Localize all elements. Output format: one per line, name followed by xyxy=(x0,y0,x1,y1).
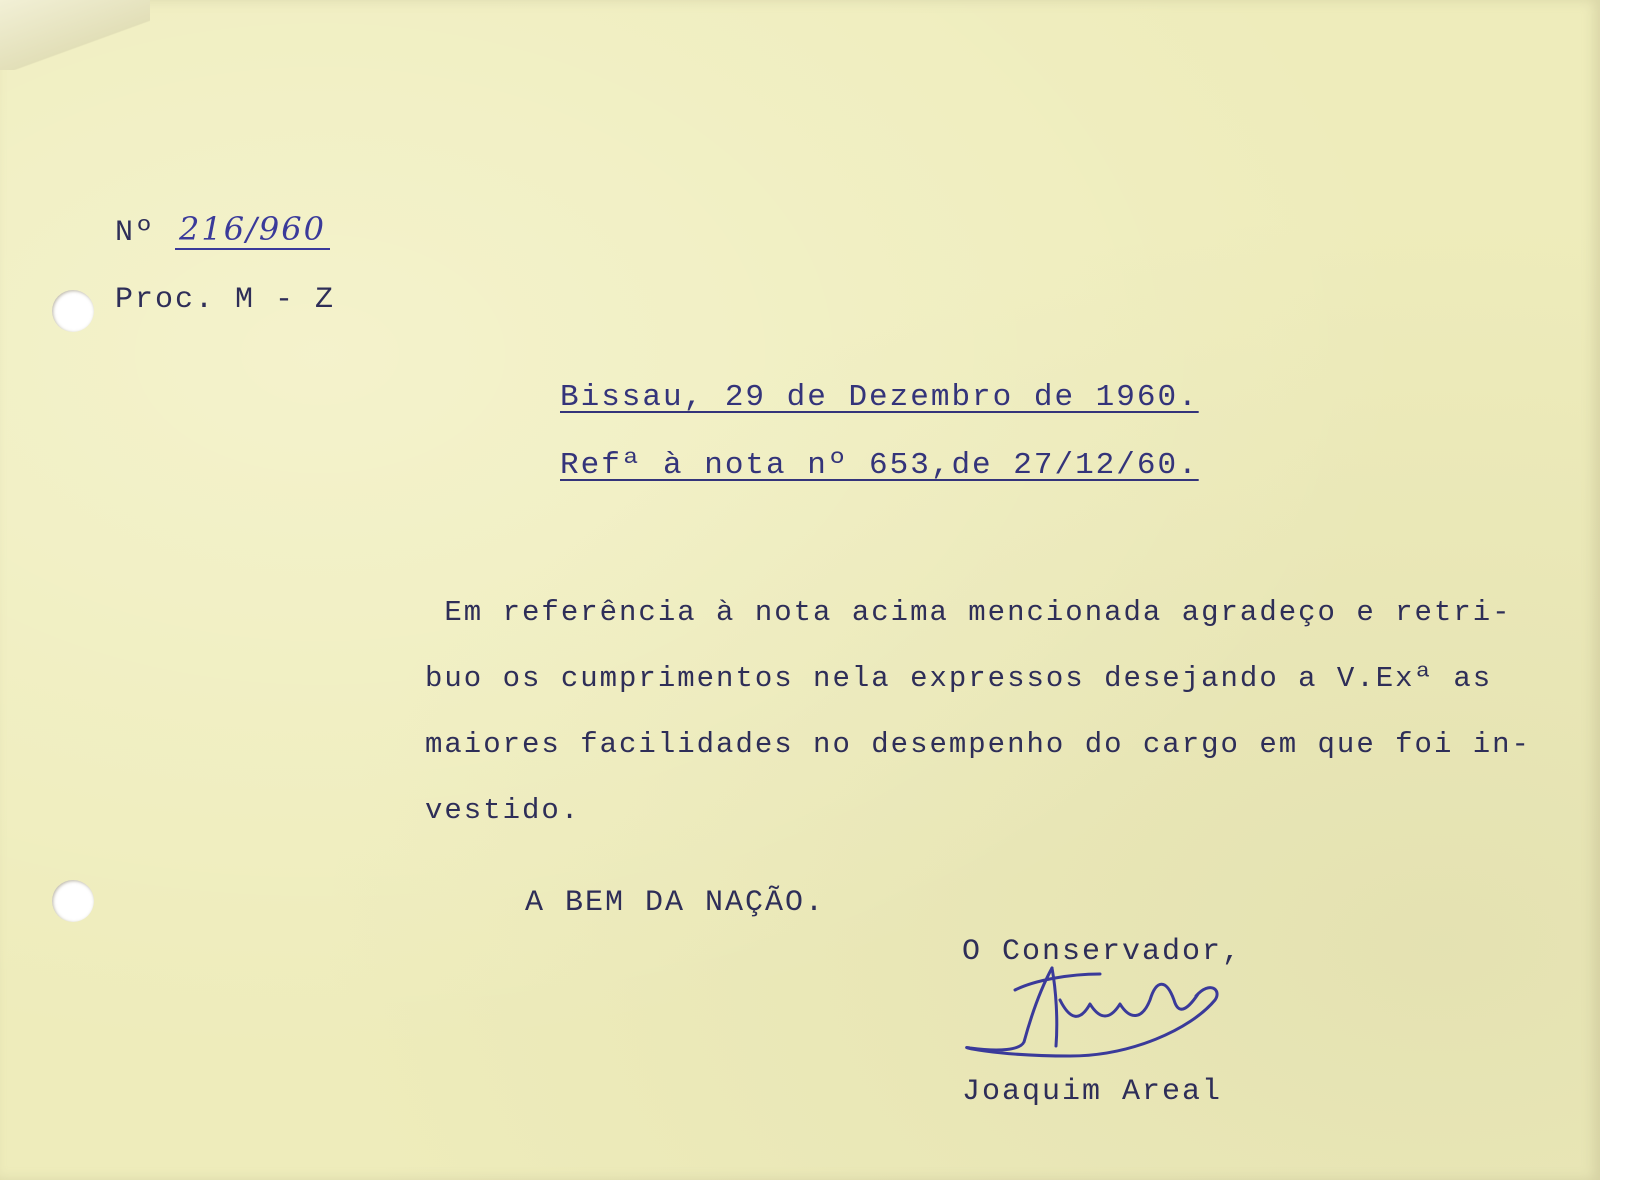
closing-salutation: A BEM DA NAÇÃO. xyxy=(525,886,826,920)
number-label: Nº xyxy=(115,216,156,250)
number-year: /960 xyxy=(246,210,326,248)
handwritten-number: 216/960 xyxy=(175,210,330,250)
signatory-name: Joaquim Areal xyxy=(962,1075,1223,1109)
document-number xyxy=(115,210,330,250)
folded-corner xyxy=(0,0,150,70)
process-reference: Proc. M - Z xyxy=(115,283,336,317)
reference-line: Refª à nota nº 653,de 27/12/60. xyxy=(560,448,1199,483)
body-line: maiores facilidades no desempenho do cargo em que foi in- xyxy=(425,728,1531,761)
scan-margin xyxy=(1600,0,1643,1180)
dateline: Bissau, 29 de Dezembro de 1960. xyxy=(560,380,1199,415)
body-line: Em referência à nota acima mencionada agradeço e retri- xyxy=(425,596,1512,629)
signatory-title: O Conservador, xyxy=(962,935,1243,969)
letter-body xyxy=(425,580,1560,844)
handwritten-signature xyxy=(960,960,1240,1070)
punch-hole-bottom xyxy=(52,880,94,922)
punch-hole-top xyxy=(52,290,94,332)
body-line: vestido. xyxy=(425,794,581,827)
body-line: buo os cumprimentos nela expressos desejando a V.Exª as xyxy=(425,662,1493,695)
